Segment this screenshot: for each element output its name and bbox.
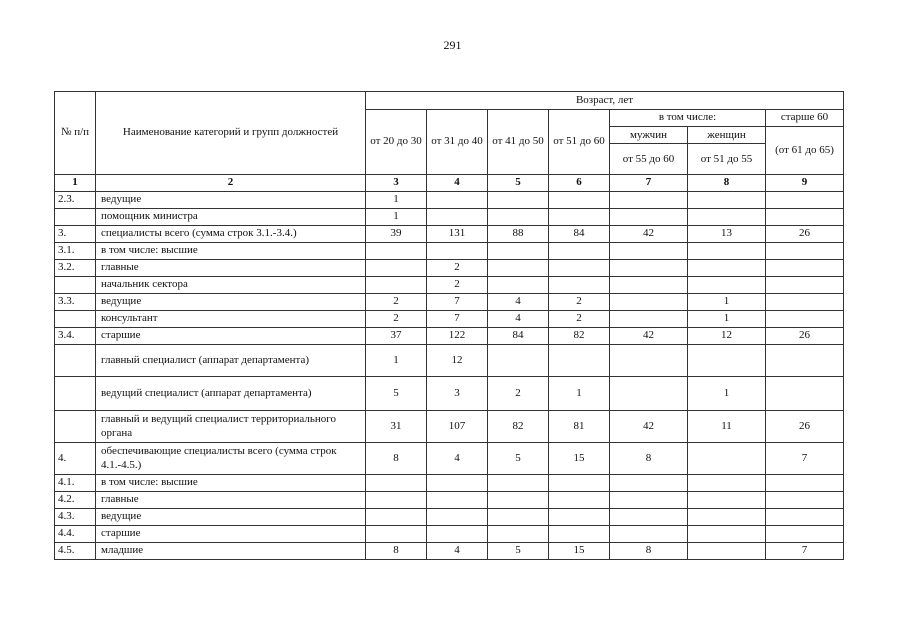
row-value [766,475,844,492]
row-value [549,509,610,526]
row-number [55,345,96,377]
row-value [366,260,427,277]
column-number: 8 [688,175,766,192]
row-value: 2 [366,311,427,328]
row-value [488,209,549,226]
row-value [488,260,549,277]
row-value [366,492,427,509]
row-value [610,192,688,209]
row-value [610,377,688,411]
row-value [549,192,610,209]
column-number: 4 [427,175,488,192]
row-value [488,277,549,294]
row-value: 82 [549,328,610,345]
table-row [55,411,844,443]
row-value: 122 [427,328,488,345]
row-value: 1 [549,377,610,411]
row-value [427,475,488,492]
row-value [488,243,549,260]
table-row [55,277,844,294]
row-value [610,311,688,328]
row-value [766,377,844,411]
row-value: 2 [488,377,549,411]
row-value: 31 [366,411,427,443]
row-value [549,526,610,543]
row-value: 1 [688,294,766,311]
row-value [427,526,488,543]
row-value: 4 [488,294,549,311]
row-number: 4.2. [55,492,96,509]
header-age-31-40: от 31 до 40 [427,110,488,175]
row-value [427,243,488,260]
row-value: 26 [766,328,844,345]
row-value [427,209,488,226]
row-value [549,209,610,226]
row-value: 8 [610,543,688,560]
row-value [610,277,688,294]
row-value [610,526,688,543]
table-row [55,243,844,260]
table-row [55,492,844,509]
row-value [766,260,844,277]
row-value [766,243,844,260]
header-age-group: Возраст, лет [366,92,844,110]
row-value [366,509,427,526]
row-value: 1 [688,311,766,328]
row-value [766,294,844,311]
header-women-cell [688,127,766,175]
row-value [488,192,549,209]
row-value: 13 [688,226,766,243]
row-value: 88 [488,226,549,243]
column-number: 5 [488,175,549,192]
row-value [688,492,766,509]
row-value: 4 [427,443,488,475]
row-value: 2 [427,277,488,294]
row-value [766,209,844,226]
table-row [55,377,844,411]
row-value [610,243,688,260]
row-name: главные [96,492,366,509]
row-value [766,509,844,526]
header-age-41-50: от 41 до 50 [488,110,549,175]
row-value: 1 [366,345,427,377]
row-name: младшие [96,543,366,560]
row-name: ведущие [96,509,366,526]
row-number: 3.3. [55,294,96,311]
row-value [688,543,766,560]
column-number: 1 [55,175,96,192]
row-value: 42 [610,411,688,443]
row-value [427,192,488,209]
row-value: 7 [766,443,844,475]
row-number: 4.1. [55,475,96,492]
row-name: специалисты всего (сумма строк 3.1.-3.4.) [96,226,366,243]
row-value [688,475,766,492]
row-value: 84 [549,226,610,243]
row-value: 42 [610,328,688,345]
row-value [766,192,844,209]
row-value: 1 [366,209,427,226]
row-value: 5 [488,443,549,475]
row-value: 107 [427,411,488,443]
column-number: 3 [366,175,427,192]
row-name: старшие [96,526,366,543]
row-value [688,345,766,377]
column-numbers-row [55,175,844,192]
row-value [488,492,549,509]
row-name: в том числе: высшие [96,475,366,492]
table-row [55,226,844,243]
row-value: 8 [366,443,427,475]
row-name: консультант [96,311,366,328]
row-value [549,345,610,377]
column-number: 6 [549,175,610,192]
table-row [55,526,844,543]
table-row [55,192,844,209]
row-value [488,509,549,526]
table-row [55,443,844,475]
row-value: 8 [610,443,688,475]
header-men-cell [610,127,688,175]
row-value: 15 [549,443,610,475]
header-women-range: от 51 до 55 [700,153,753,165]
row-value: 84 [488,328,549,345]
row-value [549,492,610,509]
row-name: ведущий специалист (аппарат департамента) [96,377,366,411]
row-value: 15 [549,543,610,560]
row-value [427,492,488,509]
table-row [55,509,844,526]
row-number [55,311,96,328]
row-value: 12 [427,345,488,377]
row-value: 2 [549,294,610,311]
row-value: 2 [366,294,427,311]
row-name: помощник министра [96,209,366,226]
row-value [366,277,427,294]
header-men: мужчин [610,127,687,144]
row-value: 7 [427,294,488,311]
row-value [688,260,766,277]
column-number: 7 [610,175,688,192]
row-value [766,311,844,328]
header-over-60: старше 60 [766,110,844,127]
header-name: Наименование категорий и групп должностей [96,92,366,175]
row-value: 5 [488,543,549,560]
row-name: обеспечивающие специалисты всего (сумма строк 4.1.-4.5.) [96,443,366,475]
page-number: 291 [443,38,462,52]
row-value [688,443,766,475]
row-value: 12 [688,328,766,345]
row-value [766,526,844,543]
row-value [766,345,844,377]
row-value: 4 [427,543,488,560]
row-number [55,277,96,294]
table-row [55,328,844,345]
row-value: 2 [427,260,488,277]
column-number: 9 [766,175,844,192]
table-row [55,543,844,560]
row-value: 7 [427,311,488,328]
header-num: № п/п [55,92,96,175]
row-name: ведущие [96,294,366,311]
row-value: 11 [688,411,766,443]
row-name: старшие [96,328,366,345]
row-value [610,345,688,377]
row-value [688,243,766,260]
row-number: 3. [55,226,96,243]
row-value: 1 [688,377,766,411]
row-value [610,209,688,226]
row-name: главный и ведущий специалист территориального органа [96,411,366,443]
row-value [610,294,688,311]
row-value [366,243,427,260]
row-value [488,526,549,543]
header-men-range: от 55 до 60 [622,153,675,165]
row-value: 8 [366,543,427,560]
row-value [688,277,766,294]
row-value: 1 [366,192,427,209]
row-name: главный специалист (аппарат департамента) [96,345,366,377]
header-age-51-60: от 51 до 60 [549,110,610,175]
row-value [610,260,688,277]
column-number: 2 [96,175,366,192]
row-value [488,475,549,492]
row-number [55,209,96,226]
header-age-20-30: от 20 до 30 [366,110,427,175]
row-value [688,209,766,226]
row-value [366,475,427,492]
table-row [55,294,844,311]
row-value [610,475,688,492]
row-value [688,509,766,526]
row-number: 4.4. [55,526,96,543]
row-value [549,277,610,294]
row-value [688,192,766,209]
row-number: 4.5. [55,543,96,560]
table-row [55,475,844,492]
row-value [610,509,688,526]
row-number: 3.1. [55,243,96,260]
table-row [55,345,844,377]
row-value [549,260,610,277]
row-number: 3.2. [55,260,96,277]
row-value: 26 [766,226,844,243]
row-value [688,526,766,543]
row-value [366,526,427,543]
row-name: в том числе: высшие [96,243,366,260]
row-value [427,509,488,526]
row-value: 42 [610,226,688,243]
row-value [766,492,844,509]
row-value: 5 [366,377,427,411]
row-value: 26 [766,411,844,443]
row-value: 2 [549,311,610,328]
row-value: 3 [427,377,488,411]
row-value [549,475,610,492]
row-value [549,243,610,260]
row-value: 81 [549,411,610,443]
row-name: главные [96,260,366,277]
header-women: женщин [688,127,765,144]
header-over-60-range: (от 61 до 65) [766,127,844,175]
row-name: ведущие [96,192,366,209]
table-row [55,209,844,226]
row-value: 37 [366,328,427,345]
row-value: 82 [488,411,549,443]
header-including: в том числе: [610,110,766,127]
row-number [55,411,96,443]
row-number: 2.3. [55,192,96,209]
row-number: 3.4. [55,328,96,345]
table-row [55,260,844,277]
row-number: 4. [55,443,96,475]
row-value: 7 [766,543,844,560]
row-value [610,492,688,509]
table-row [55,311,844,328]
row-value [488,345,549,377]
age-statistics-table [54,91,844,560]
row-value: 4 [488,311,549,328]
row-number [55,377,96,411]
row-value: 39 [366,226,427,243]
row-value: 131 [427,226,488,243]
row-value [766,277,844,294]
row-number: 4.3. [55,509,96,526]
row-name: начальник сектора [96,277,366,294]
